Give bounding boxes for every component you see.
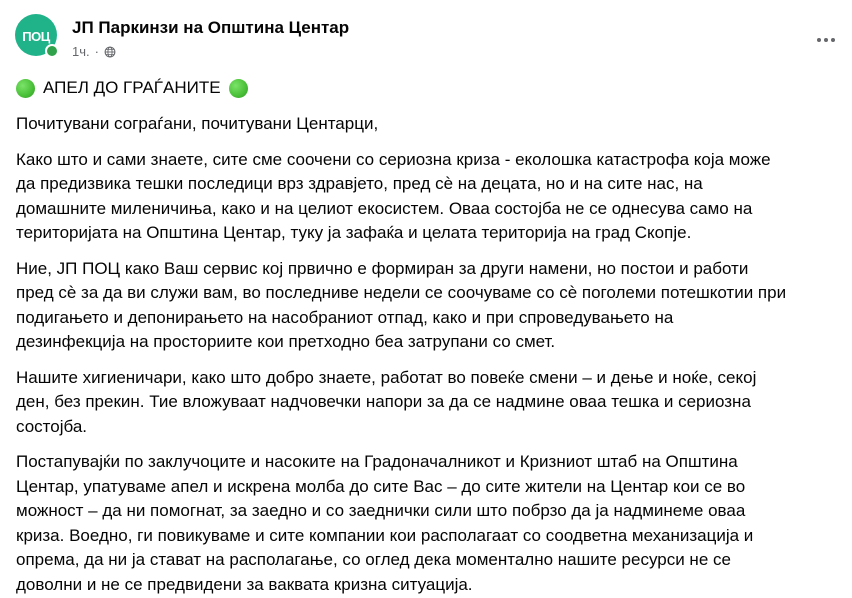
post-headline: [16, 74, 852, 102]
paragraph-2: [16, 257, 852, 355]
paragraph-line: подигањето и депонирањето на насобраниот отпад, како и при спроведувањето на: [16, 307, 674, 327]
more-options-button[interactable]: [808, 22, 844, 58]
paragraph-line: Постапувајќи по заклучоците и насоките на Градоначалникот и Кризниот штаб на Општина: [16, 452, 738, 471]
paragraph-1: [16, 148, 852, 246]
paragraph-line: да предизвика тешки последици врз здравјето, пред сѐ на децата, но и на сите нас, на: [16, 174, 703, 193]
green-circle-icon: [229, 79, 248, 98]
paragraph-line: домашните миленичиња, како и на целиот екосистем. Оваа состојба не се однесува само на: [16, 198, 753, 218]
post-meta: [72, 44, 116, 59]
paragraph-line: Ние, ЈП ПОЦ како Ваш сервис кој првично е формиран за други намени, но постои и работи: [16, 258, 749, 278]
online-status-dot: [45, 44, 59, 58]
globe-icon[interactable]: [104, 46, 116, 58]
paragraph-line: Нашите хигиеничари, како што добро знаете, работат во повеќе смени – и дење и ноќе, секој: [16, 367, 757, 387]
post-body: [16, 74, 852, 598]
paragraph-line: криза. Воедно, ги повикуваме и сите компании кои располагаат со соодветна механизација и: [16, 525, 754, 545]
paragraph-line: можност – да ни помогнат, за заедно и со заеднички сили што побрзо да ја надминеме оваа: [16, 501, 746, 520]
paragraph-3: [16, 366, 852, 440]
paragraph-line: пред сѐ за да ви служи вам, во последниве недели се соочуваме со сѐ поголеми потешкотии при: [16, 283, 787, 302]
paragraph-line: состојба.: [16, 416, 87, 436]
page-name-link[interactable]: ЈП Паркинзи на Општина Центар: [72, 18, 350, 37]
paragraph-line: опрема, да ни ја стават на располагање, со оглед дека моментално нашите ресурси не се: [16, 550, 731, 569]
headline-text: АПЕЛ ДО ГРАЃАНИТЕ: [43, 77, 221, 97]
avatar-logo: ПОЦ: [22, 28, 50, 44]
post-timestamp[interactable]: 1ч.: [72, 44, 90, 59]
meta-separator: ·: [94, 44, 99, 59]
paragraph-line: дезинфекција на просториите кои претходно беа затрупани со смет.: [16, 332, 556, 351]
greeting-paragraph: Почитувани сограѓани, почитувани Центарци,: [16, 114, 379, 133]
avatar[interactable]: [15, 14, 57, 56]
paragraph-line: ден, без прекин. Тие вложуваат надчовечки напори за да се надмине оваа тешка и сериозна: [16, 392, 751, 411]
paragraph-line: територијата на Општина Центар, туку ја зафаќа и целата територија на град Скопје.: [16, 223, 692, 242]
paragraph-line: Како што и сами знаете, сите сме соочени со сериозна криза - еколошка катастрофа која може: [16, 149, 771, 169]
paragraph-line: доволни и не се предвидени за ваквата кризна ситуација.: [16, 574, 473, 594]
green-circle-icon: [16, 79, 35, 98]
more-options-icon: [817, 38, 835, 42]
paragraph-line: Центар, упатуваме апел и искрена молба до сите Вас – до сите жители на Центар кои се во: [16, 476, 746, 496]
paragraph-4: [16, 450, 852, 597]
post-header: [0, 0, 852, 70]
